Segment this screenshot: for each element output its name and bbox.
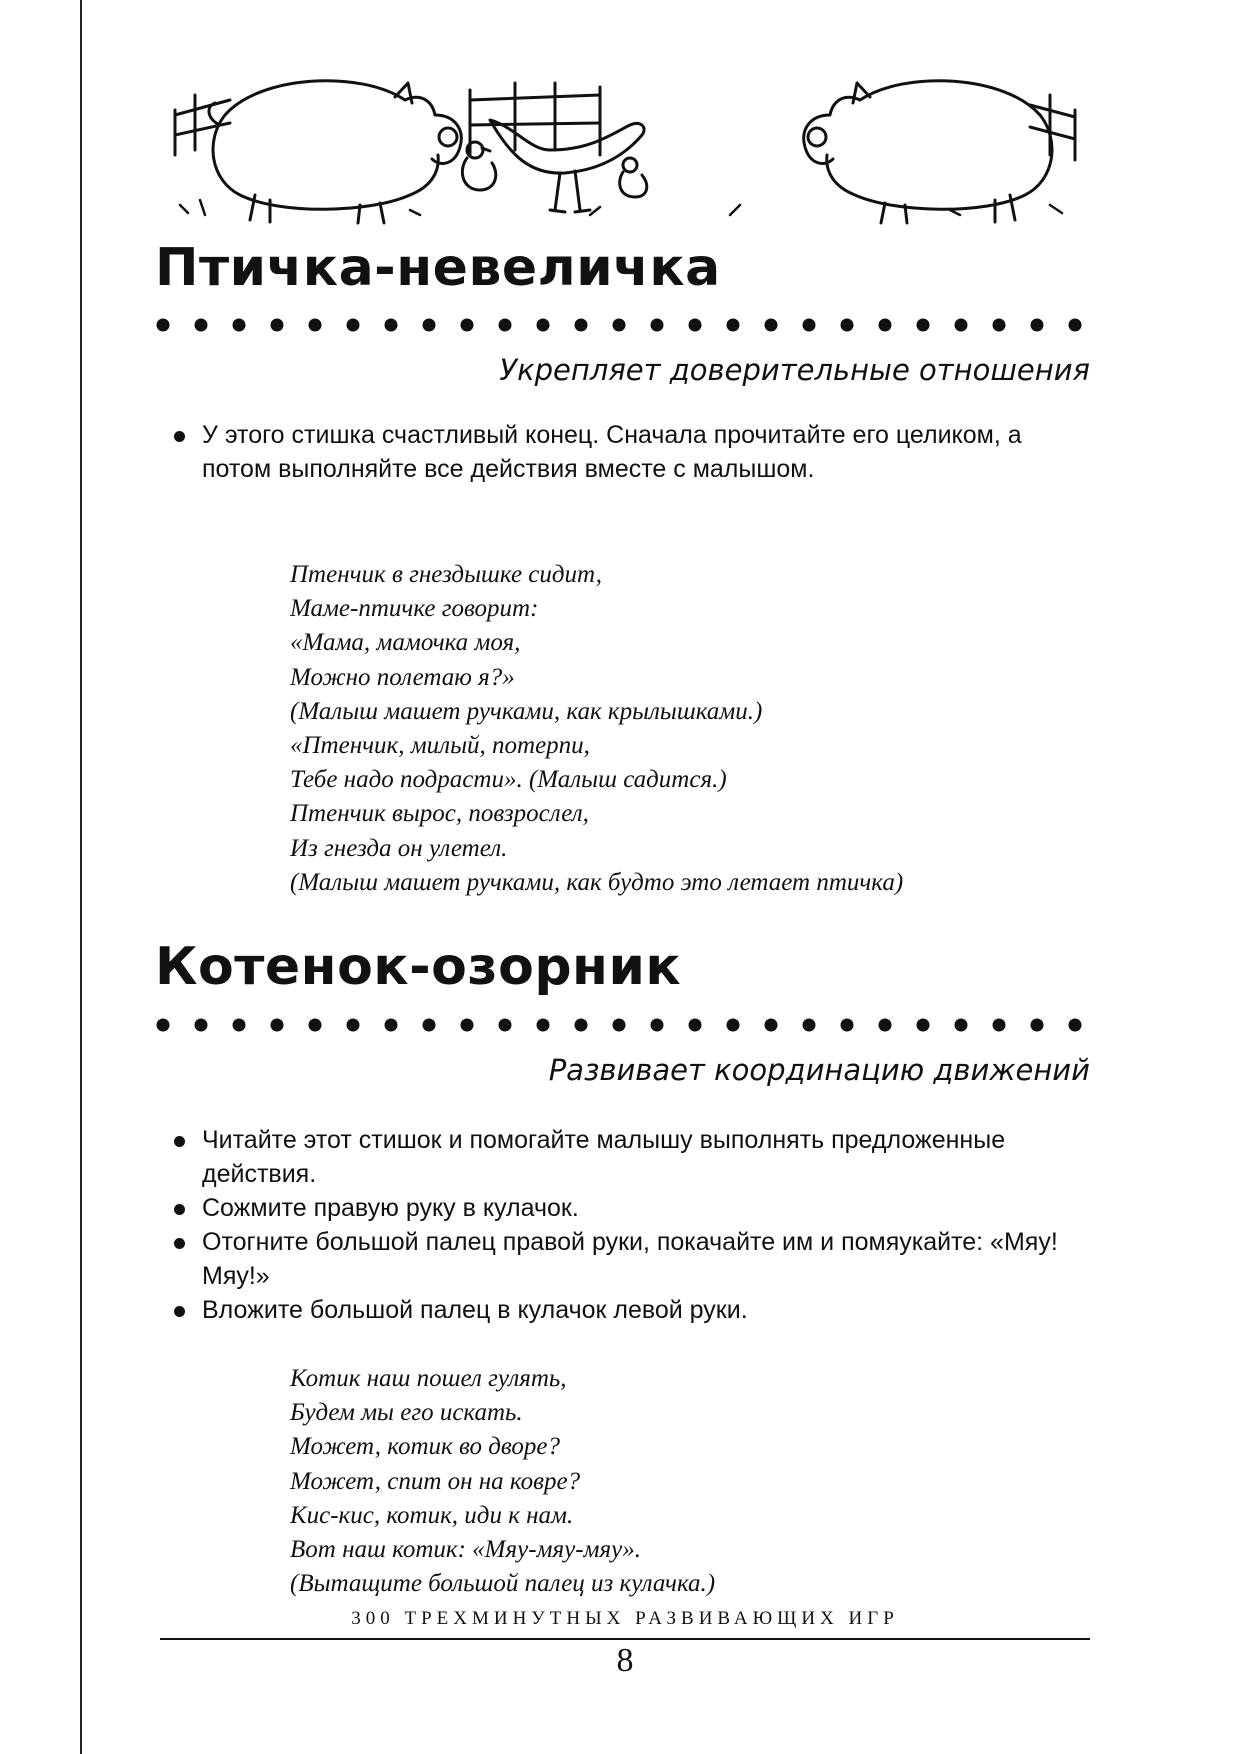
poem-line: Котик наш пошел гулять, xyxy=(290,1365,567,1392)
instruction-item: Читайте этот стишок и помогайте малышу выполнять предложенные действия. xyxy=(170,1123,1075,1191)
section-subtitle-ptichka: Укрепляет доверительные отношения xyxy=(499,353,1090,387)
fence-icon xyxy=(175,83,1075,160)
page-number: 8 xyxy=(616,1642,634,1679)
poem-line: Будем мы его искать. xyxy=(290,1399,523,1427)
instruction-item: Сожмите правую руку в кулачок. xyxy=(170,1191,1075,1225)
instruction-item: Вложите большой палец в кулачок левой руки. xyxy=(170,1293,1075,1327)
left-pig-icon xyxy=(209,81,461,223)
poem-line: Из гнезда он улетел. xyxy=(290,834,508,862)
poem-line: Птенчик вырос, повзрослел, xyxy=(290,800,589,828)
poem-line: (Малыш машет ручками, как будто это летает птичка) xyxy=(290,868,904,896)
chick-icon xyxy=(620,158,647,197)
poem-line: Вот наш котик: «Мяу-мяу-мяу». xyxy=(290,1536,641,1564)
dotted-divider xyxy=(155,315,1090,335)
section-title-ptichka: Птичка-невеличка xyxy=(155,238,721,298)
instruction-list-kotenok xyxy=(170,1123,1075,1327)
poem-line: Птенчик в гнездышке сидит, xyxy=(290,561,602,588)
poem-line: Маме-птичке говорит: xyxy=(290,595,539,623)
section-title-kotenok: Котенок-озорник xyxy=(155,937,682,997)
poem-line: «Птенчик, милый, потерпи, xyxy=(290,732,590,760)
duckling-icon xyxy=(462,142,495,190)
instruction-item: Отогните большой палец правой руки, покачайте им и помяукайте: «Мяу! Мяу!» xyxy=(170,1225,1075,1293)
page-binding-edge xyxy=(80,0,82,1754)
poem-line: Может, спит он на ковре? xyxy=(290,1467,581,1495)
farm-animals-illustration xyxy=(170,55,1085,225)
poem-ptichka xyxy=(290,558,1090,900)
poem-line: Можно полетаю я?» xyxy=(290,663,515,691)
poem-line: Может, котик во дворе? xyxy=(290,1433,560,1461)
poem-line: Тебе надо подрасти». (Малыш садится.) xyxy=(290,766,727,794)
dotted-divider xyxy=(155,1015,1090,1035)
section-subtitle-kotenok: Развивает координацию движений xyxy=(548,1053,1090,1087)
poem-kotenok xyxy=(290,1362,1090,1601)
running-footer-book-title: 300 ТРЕХМИНУТНЫХ РАЗВИВАЮЩИХ ИГР xyxy=(351,1608,899,1629)
right-pig-icon xyxy=(804,81,1052,223)
poem-line: Кис-кис, котик, иди к нам. xyxy=(290,1501,574,1529)
goose-icon xyxy=(490,120,644,212)
poem-line: «Мама, мамочка моя, xyxy=(290,629,521,657)
poem-line: (Вытащите большой палец из кулачка.) xyxy=(290,1570,716,1598)
poem-line: (Малыш машет ручками, как крылышками.) xyxy=(290,697,763,725)
instruction-list-ptichka xyxy=(170,418,1075,486)
grass-icon xyxy=(180,200,1062,215)
footer-rule xyxy=(160,1638,1090,1640)
instruction-item: У этого стишка счастливый конец. Сначала прочитайте его целиком, а потом выполняйте все действия вместе с малышом. xyxy=(170,418,1075,486)
